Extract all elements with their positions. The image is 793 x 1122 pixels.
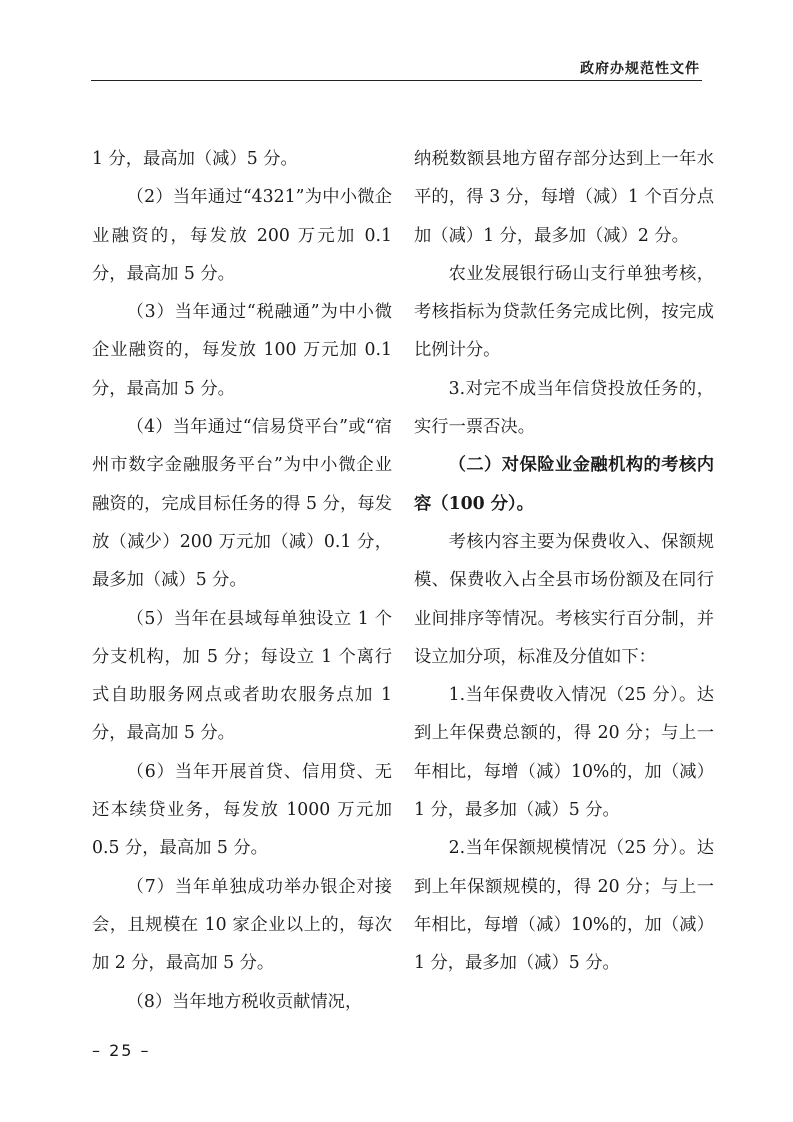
- paragraph: （6）当年开展首贷、信用贷、无还本续贷业务，每发放 1000 万元加 0.5 分，最高加 5 分。: [92, 761, 392, 859]
- paragraph: 2.当年保额规模情况（25 分）。达到上年保额规模的，得 20 分；与上一年相比，每增（减）10%的，加（减）1 分，最多加（减）5 分。: [414, 838, 714, 974]
- right-column: [414, 140, 714, 983]
- section-heading: （二）对保险业金融机构的考核内容（100 分）。: [414, 455, 714, 514]
- header-rule: [91, 80, 702, 81]
- paragraph: （4）当年通过“信易贷平台”或“宿州市数字金融服务平台”为中小微企业融资的，完成目标任务的得 5 分，每发放（减少）200 万元加（减）0.1 分，最多加（减）5 分。: [92, 417, 392, 591]
- paragraph: 1.当年保费收入情况（25 分）。达到上年保费总额的，得 20 分；与上一年相比，每增（减）10%的，加（减）1 分，最多加（减）5 分。: [414, 685, 714, 821]
- left-column: [92, 140, 392, 1021]
- page-number: – 25 –: [92, 1041, 151, 1060]
- paragraph: （7）当年单独成功举办银企对接会，且规模在 10 家企业以上的，每次加 2 分，最高加 5 分。: [92, 876, 392, 974]
- page-header-title: 政府办规范性文件: [580, 61, 700, 77]
- paragraph: 1 分，最高加（减）5 分。: [92, 149, 298, 169]
- paragraph: 3.对完不成当年信贷投放任务的，实行一票否决。: [414, 378, 714, 438]
- paragraph: （3）当年通过“税融通”为中小微企业融资的，每发放 100 万元加 0.1 分，最高加 5 分。: [92, 302, 392, 399]
- paragraph: 农业发展银行砀山支行单独考核，考核指标为贷款任务完成比例，按完成比例计分。: [414, 263, 714, 361]
- paragraph: （5）当年在县域每单独设立 1 个分支机构，加 5 分；每设立 1 个离行式自助服务网点或者助农服务点加 1 分，最高加 5 分。: [92, 608, 392, 744]
- paragraph: 纳税数额县地方留存部分达到上一年水平的，得 3 分，每增（减）1 个百分点加（减）1 分，最多加（减）2 分。: [414, 149, 714, 246]
- paragraph: （2）当年通过“4321”为中小微企业融资的，每发放 200 万元加 0.1 分，最高加 5 分。: [92, 187, 392, 284]
- paragraph: （8）当年地方税收贡献情况，: [126, 991, 363, 1012]
- paragraph: 考核内容主要为保费收入、保额规模、保费收入占全县市场份额及在同行业间排序等情况。考核实行百分制，并设立加分项，标准及分值如下：: [414, 531, 714, 667]
